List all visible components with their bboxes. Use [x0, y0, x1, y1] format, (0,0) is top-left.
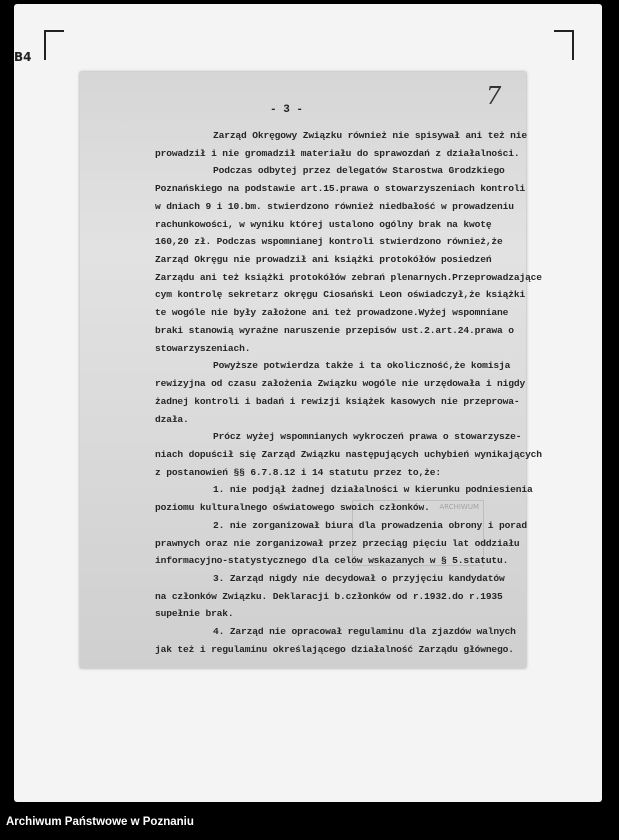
corner-mark-right: [554, 30, 574, 60]
text-line: 1. nie podjął żadnej działalności w kierunku podniesienia: [213, 484, 533, 496]
text-line: supełnie brak.: [155, 608, 234, 620]
folio-number: 7: [486, 82, 502, 110]
text-line: dzała.: [155, 413, 189, 425]
text-line: Zarząd Okręgowy Związku również nie spisywał ani też nie: [213, 130, 528, 141]
text-line: Prócz wyżej wspomnianych wykroczeń prawa o stowarzysze-: [213, 431, 522, 443]
text-line: cym kontrolę sekretarz okręgu Ciosański Leon oświadczył,że książki: [155, 289, 526, 301]
text-line: 160,20 zł. Podczas wspomnianej kontroli stwierdzono również,że: [155, 236, 503, 248]
stamp-text: ARCHIWUM: [439, 503, 479, 511]
corner-mark-left: [44, 30, 64, 60]
text-line: Zarządu ani też książki protokółów zebrań plenarnych.Przeprowadzające: [155, 271, 542, 283]
text-line: Powyższe potwierdza także i ta okoliczność,że komisja: [213, 360, 511, 372]
text-line: Zarząd Okręgu nie prowadził ani książki protokółów posiedzeń: [155, 254, 492, 266]
text-line: na członków Związku. Deklaracji b.członków od r.1932.do r.1935: [155, 590, 503, 602]
text-line: rewizyjna od czasu założenia Związku wogóle nie urzędowała i nigdy: [155, 378, 526, 390]
text-line: z postanowień §§ 6.7.8.12 i 14 statutu przez to,że:: [155, 466, 441, 478]
text-line: braki stanowią wyraźne naruszenie przepisów ust.2.art.24.prawa o: [155, 324, 514, 336]
page-number: - 3 -: [270, 104, 304, 116]
text-line: jak też i regulaminu określającego działalność Zarządu głównego.: [155, 643, 514, 655]
document-body: [155, 127, 542, 659]
text-line: Poznańskiego na podstawie art.15.prawa o stowarzyszeniach kontroli: [155, 183, 526, 195]
text-line: Podczas odbytej przez delegatów Starostwa Grodzkiego: [213, 165, 505, 177]
text-line: te wogóle nie były założone ani też prowadzone.Wyżej wspomniane: [155, 307, 509, 319]
text-line: rachunkowości, w wyniku której ustalono ogólny brak na kwotę: [155, 218, 492, 230]
text-line: niach dopuścił się Zarząd Związku następujących uchybień wynikających: [155, 448, 542, 460]
text-line: 4. Zarząd nie opracował regulaminu dla zjazdów walnych: [213, 626, 516, 638]
text-line: stowarzyszeniach.: [155, 342, 251, 354]
text-line: poziomu kulturalnego oświatowego swoich członków.: [155, 502, 430, 514]
text-line: 2. nie zorganizował biura dla prowadzenia obrony i porad: [213, 519, 528, 531]
text-line: żadnej kontroli i badań i rewizji książek kasowych nie przeprowa-: [155, 395, 520, 407]
text-line: informacyjno-statystycznego dla celów wskazanych w § 5.statutu.: [155, 555, 509, 567]
text-line: 3. Zarząd nigdy nie decydował o przyjęciu kandydatów: [213, 572, 505, 584]
film-label: B4: [14, 50, 32, 64]
text-line: prawnych oraz nie zorganizował przez przeciąg pięciu lat oddziału: [155, 537, 520, 549]
text-line: w dniach 9 i 10.bm. stwierdzono również niedbałość w prowadzeniu: [155, 200, 514, 212]
text-line: prowadził i nie gromadził materiału do sprawozdań z działalności.: [155, 147, 520, 159]
archive-caption: Archiwum Państwowe w Poznaniu: [6, 816, 194, 828]
